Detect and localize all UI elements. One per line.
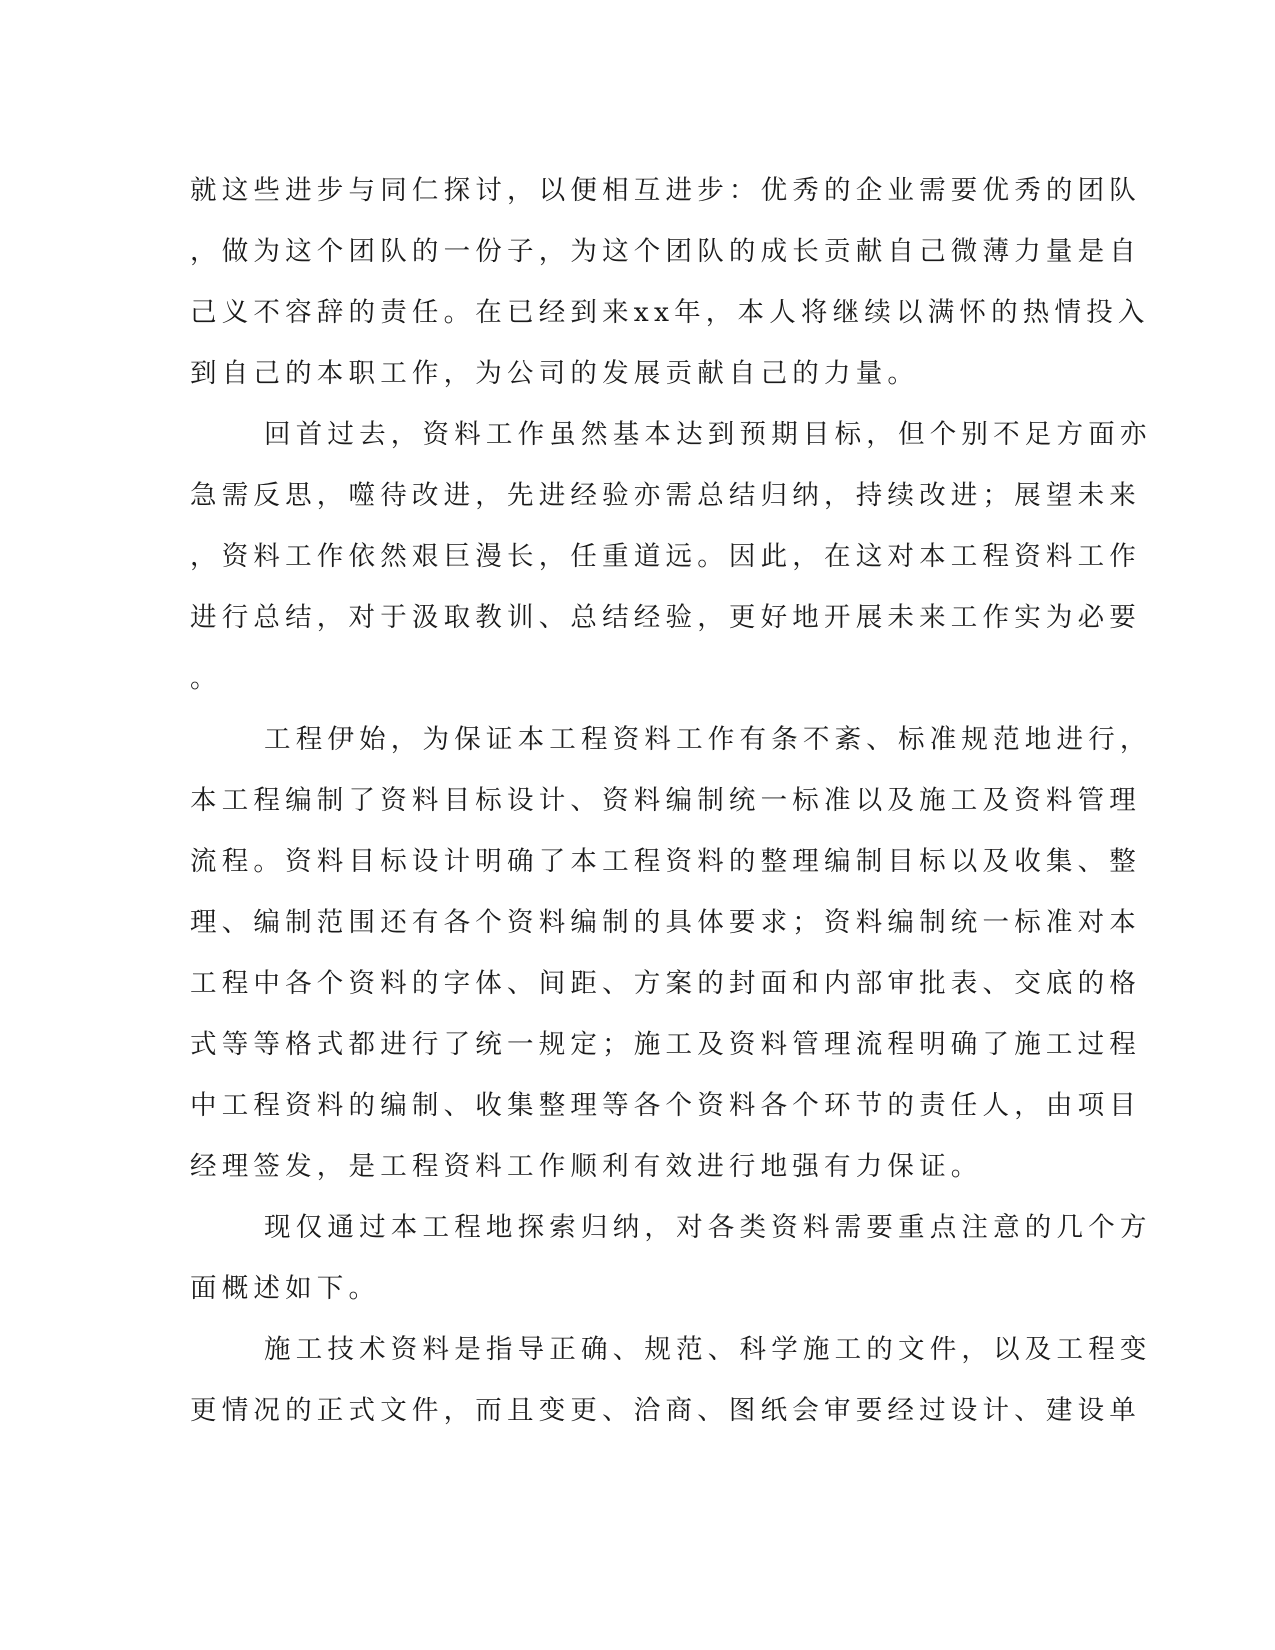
text-line: 进行总结，对于汲取教训、总结经验，更好地开展未来工作实为必要 <box>190 602 1141 633</box>
text-line: 中工程资料的编制、收集整理等各个资料各个环节的责任人，由项目 <box>190 1090 1141 1121</box>
document-body <box>190 160 1152 1441</box>
text-line: 现仅通过本工程地探索归纳，对各类资料需要重点注意的几个方 <box>264 1212 1152 1243</box>
text-line: ，资料工作依然艰巨漫长，任重道远。因此，在这对本工程资料工作 <box>190 541 1141 572</box>
text-line: 施工技术资料是指导正确、规范、科学施工的文件，以及工程变 <box>264 1334 1152 1365</box>
text-line: 本工程编制了资料目标设计、资料编制统一标准以及施工及资料管理 <box>190 785 1141 816</box>
text-line: 己义不容辞的责任。在已经到来xx年，本人将继续以满怀的热情投入 <box>190 297 1150 328</box>
text-line: 回首过去，资料工作虽然基本达到预期目标，但个别不足方面亦 <box>264 419 1152 450</box>
text-line: 到自己的本职工作，为公司的发展贡献自己的力量。 <box>190 358 920 389</box>
text-line: 。 <box>190 663 222 694</box>
text-line: 工程中各个资料的字体、间距、方案的封面和内部审批表、交底的格 <box>190 968 1141 999</box>
text-line: 工程伊始，为保证本工程资料工作有条不紊、标准规范地进行， <box>264 724 1152 755</box>
text-line: 式等等格式都进行了统一规定；施工及资料管理流程明确了施工过程 <box>190 1029 1141 1060</box>
text-line: 就这些进步与同仁探讨，以便相互进步：优秀的企业需要优秀的团队 <box>190 175 1141 206</box>
text-line: 更情况的正式文件，而且变更、洽商、图纸会审要经过设计、建设单 <box>190 1395 1141 1426</box>
text-line: 经理签发，是工程资料工作顺利有效进行地强有力保证。 <box>190 1151 983 1182</box>
text-line: 急需反思，噬待改进，先进经验亦需总结归纳，持续改进；展望未来 <box>190 480 1141 511</box>
text-line: 流程。资料目标设计明确了本工程资料的整理编制目标以及收集、整 <box>190 846 1141 877</box>
text-line: 理、编制范围还有各个资料编制的具体要求；资料编制统一标准对本 <box>190 907 1141 938</box>
text-line: 面概述如下。 <box>190 1273 381 1304</box>
text-line: ，做为这个团队的一份子，为这个团队的成长贡献自己微薄力量是自 <box>190 236 1141 267</box>
